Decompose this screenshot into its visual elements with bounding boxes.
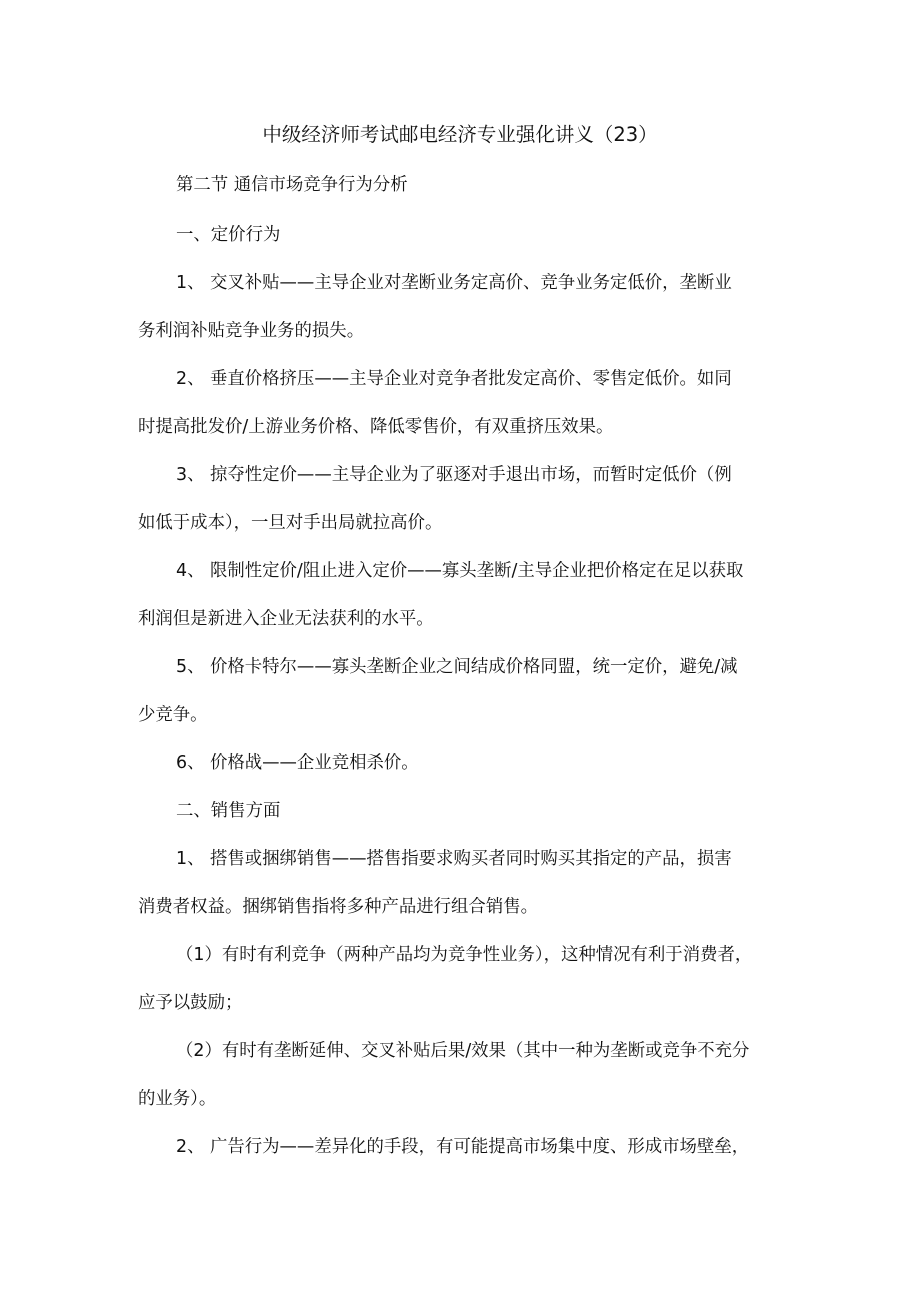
paragraph-line: 3、 掠夺性定价——主导企业为了驱逐对手退出市场，而暂时定低价（例 (176, 465, 732, 485)
paragraph-line: 利润但是新进入企业无法获利的水平。 (138, 609, 434, 629)
paragraph-line: 消费者权益。捆绑销售指将多种产品进行组合销售。 (138, 897, 538, 917)
part1-heading: 一、定价行为 (176, 225, 281, 245)
paragraph-line: （2）有时有垄断延伸、交叉补贴后果/效果（其中一种为垄断或竞争不充分 (176, 1041, 750, 1061)
paragraph-line: 6、 价格战——企业竞相杀价。 (176, 753, 419, 773)
paragraph-line: 4、 限制性定价/阻止进入定价——寡头垄断/主导企业把价格定在足以获取 (176, 561, 744, 581)
paragraph-line: 务利润补贴竞争业务的损失。 (138, 321, 365, 341)
paragraph-line: 时提高批发价/上游业务价格、降低零售价，有双重挤压效果。 (138, 417, 614, 437)
part2-heading: 二、销售方面 (176, 801, 281, 821)
document-title: 中级经济师考试邮电经济专业强化讲义（23） (262, 123, 658, 146)
paragraph-line: 5、 价格卡特尔——寡头垄断企业之间结成价格同盟，统一定价，避免/减 (176, 657, 738, 677)
paragraph-line: 1、 搭售或捆绑销售——搭售指要求购买者同时购买其指定的产品，损害 (176, 849, 732, 869)
paragraph-line: 2、 广告行为——差异化的手段，有可能提高市场集中度、形成市场壁垒， (176, 1137, 750, 1157)
paragraph-line: 如低于成本），一旦对手出局就拉高价。 (138, 513, 443, 533)
paragraph-line: （1）有时有利竞争（两种产品均为竞争性业务），这种情况有利于消费者， (176, 945, 753, 965)
paragraph-line: 少竞争。 (138, 705, 208, 725)
paragraph-line: 的业务）。 (138, 1089, 217, 1109)
paragraph-line: 应予以鼓励； (138, 993, 243, 1013)
paragraph-line: 2、 垂直价格挤压——主导企业对竞争者批发定高价、零售定低价。如同 (176, 369, 732, 389)
section-heading: 第二节 通信市场竞争行为分析 (176, 175, 408, 195)
paragraph-line: 1、 交叉补贴——主导企业对垄断业务定高价、竞争业务定低价，垄断业 (176, 273, 732, 293)
